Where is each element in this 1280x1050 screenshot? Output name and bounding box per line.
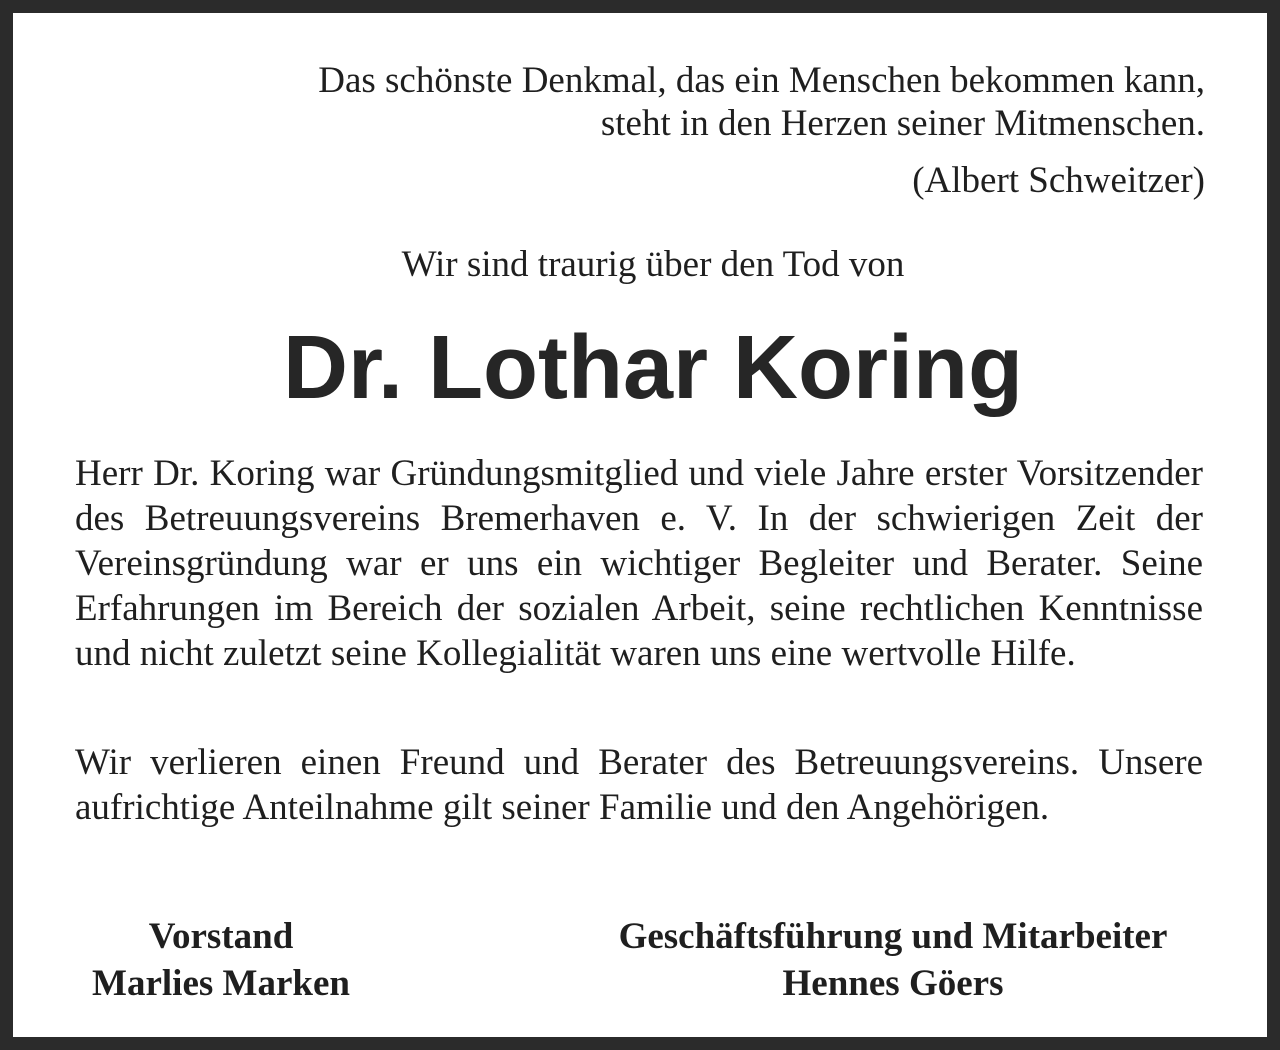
signature-management-title: Geschäftsführung und Mitarbeiter bbox=[618, 916, 1168, 957]
signature-board-title: Vorstand bbox=[148, 916, 294, 957]
deceased-name: Dr. Lothar Koring bbox=[283, 318, 1023, 418]
signature-board bbox=[75, 913, 367, 1007]
signature-management bbox=[583, 913, 1203, 1007]
quote-author: (Albert Schweitzer) bbox=[912, 160, 1205, 201]
tribute-paragraph-2: Wir verlieren einen Freund und Berater des Betreuungsvereins. Unsere aufrichtige Anteilnahme gilt seiner Familie und den Angehörigen. bbox=[75, 742, 1203, 828]
tribute-paragraph-1: Herr Dr. Koring war Gründungsmitglied und viele Jahre erster Vorsitzender des Betreuungsvereins Bremerhaven e. V. In der schwierigen Zeit der Vereinsgründung war er uns ein wichtiger Begleiter und Berater. Seine Erfahrungen im Bereich der sozialen Arbeit, seine rechtlichen Kenntnisse und nicht zuletzt seine Kollegialität waren uns eine wertvolle Hilfe. bbox=[75, 453, 1203, 674]
signature-management-name: Hennes Göers bbox=[782, 963, 1004, 1004]
intro-text: Wir sind traurig über den Tod von bbox=[401, 244, 905, 285]
quote-line-1: Das schönste Denkmal, das ein Menschen bekommen kann, bbox=[318, 60, 1205, 101]
quote-line-2: steht in den Herzen seiner Mitmenschen. bbox=[600, 103, 1205, 144]
signature-board-name: Marlies Marken bbox=[92, 963, 350, 1004]
epigraph-quote bbox=[318, 59, 1205, 145]
